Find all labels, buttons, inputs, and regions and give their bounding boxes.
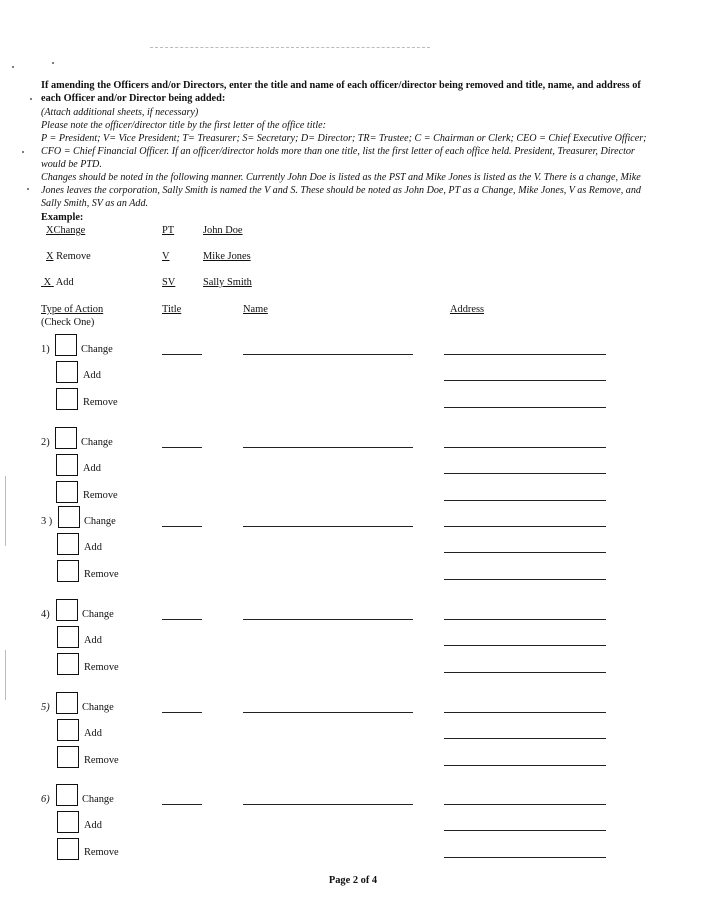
name-line[interactable] — [243, 526, 413, 527]
column-address: Address — [450, 304, 485, 315]
add-checkbox[interactable] — [57, 811, 79, 833]
entry-number: 6) — [41, 794, 50, 805]
remove-checkbox[interactable] — [57, 653, 79, 675]
address-line[interactable] — [444, 672, 606, 673]
address-line[interactable] — [444, 765, 606, 766]
title-line[interactable] — [162, 354, 202, 355]
title-key: P = President; V= Vice President; T= Treasurer; S= Secretary; D= Director; TR= Trustee; C = Chairman or Clerk; CEO = Chief Executive Officer; CFO = Chief Financial Officer. If an officer/director holds more than one title, list the first letter of each office held. President, Treasurer, Director would be PTD. — [41, 133, 647, 171]
example-row — [41, 277, 74, 288]
remove-label: Remove — [83, 397, 118, 408]
scan-speck — [22, 151, 24, 153]
address-line[interactable] — [444, 473, 606, 474]
change-label: Change — [84, 516, 116, 527]
change-label: Change — [82, 609, 114, 620]
example-row — [46, 225, 85, 236]
scan-speck — [52, 62, 54, 64]
address-line[interactable] — [444, 552, 606, 553]
instruction-heading: If amending the Officers and/or Directors, enter the title and name of each officer/director being removed and title, name, and address of each Officer and/or Director being added: — [41, 80, 641, 105]
remove-label: Remove — [84, 847, 119, 858]
add-label: Add — [84, 728, 102, 739]
address-line[interactable] — [444, 407, 606, 408]
remove-label: Remove — [84, 755, 119, 766]
remove-label: Remove — [84, 662, 119, 673]
scan-speck — [30, 98, 32, 100]
remove-checkbox[interactable] — [56, 481, 78, 503]
example-action: Remove — [56, 251, 91, 262]
column-check-one: (Check One) — [41, 317, 95, 328]
name-line[interactable] — [243, 804, 413, 805]
address-line[interactable] — [444, 380, 606, 381]
address-line[interactable] — [444, 857, 606, 858]
entry-number: 3 ) — [41, 516, 53, 527]
remove-checkbox[interactable] — [57, 746, 79, 768]
add-label: Add — [84, 542, 102, 553]
example-title: SV — [162, 277, 176, 288]
entry-number: 1) — [41, 344, 50, 355]
remove-checkbox[interactable] — [57, 560, 79, 582]
entry-number: 4) — [41, 609, 50, 620]
scan-artifact-line — [150, 47, 430, 48]
example-action: Change — [53, 225, 86, 236]
example-row — [46, 251, 91, 262]
entry-number: 2) — [41, 437, 50, 448]
change-checkbox[interactable] — [56, 784, 78, 806]
address-line[interactable] — [444, 804, 606, 805]
change-label: Change — [81, 344, 113, 355]
add-checkbox[interactable] — [56, 361, 78, 383]
column-name: Name — [243, 304, 268, 315]
name-line[interactable] — [243, 712, 413, 713]
column-title: Title — [162, 304, 182, 315]
manner-note: Changes should be noted in the following manner. Currently John Doe is listed as the PST and Mike Jones is listed as the V. There is a change, Mike Jones leaves the corporation, Sally Smith is named the V and S. These should be noted as John Doe, PT as a Change, Mike Jones, V as Remove, and Sally Smith, SV as an Add. — [41, 172, 641, 210]
add-label: Add — [84, 820, 102, 831]
add-checkbox[interactable] — [57, 626, 79, 648]
scan-edge-mark — [5, 476, 6, 546]
address-line[interactable] — [444, 830, 606, 831]
page-number: Page 2 of 4 — [328, 875, 378, 886]
example-mark: X — [46, 225, 54, 236]
attach-note: (Attach additional sheets, if necessary) — [41, 107, 199, 118]
change-label: Change — [81, 437, 113, 448]
address-line[interactable] — [444, 645, 606, 646]
add-label: Add — [83, 370, 101, 381]
change-checkbox[interactable] — [55, 334, 77, 356]
add-checkbox[interactable] — [57, 719, 79, 741]
add-checkbox[interactable] — [57, 533, 79, 555]
address-line[interactable] — [444, 712, 606, 713]
example-title: V — [162, 251, 170, 262]
address-line[interactable] — [444, 500, 606, 501]
title-line[interactable] — [162, 804, 202, 805]
example-action: Add — [55, 277, 74, 288]
scan-edge-mark — [5, 650, 6, 700]
example-title: PT — [162, 225, 175, 236]
name-line[interactable] — [243, 619, 413, 620]
change-checkbox[interactable] — [55, 427, 77, 449]
title-line[interactable] — [162, 619, 202, 620]
example-name: John Doe — [203, 225, 243, 236]
example-name: Sally Smith — [203, 277, 252, 288]
example-name: Mike Jones — [203, 251, 251, 262]
address-line[interactable] — [444, 619, 606, 620]
remove-checkbox[interactable] — [57, 838, 79, 860]
add-label: Add — [84, 635, 102, 646]
scan-speck — [27, 188, 29, 190]
name-line[interactable] — [243, 354, 413, 355]
change-label: Change — [82, 794, 114, 805]
column-type-of-action: Type of Action — [41, 304, 104, 315]
change-checkbox[interactable] — [56, 692, 78, 714]
change-checkbox[interactable] — [58, 506, 80, 528]
add-label: Add — [83, 463, 101, 474]
remove-label: Remove — [83, 490, 118, 501]
example-mark: X — [43, 277, 52, 288]
title-line[interactable] — [162, 712, 202, 713]
example-mark: X — [46, 251, 54, 262]
change-checkbox[interactable] — [56, 599, 78, 621]
name-line[interactable] — [243, 447, 413, 448]
remove-checkbox[interactable] — [56, 388, 78, 410]
address-line[interactable] — [444, 738, 606, 739]
change-label: Change — [82, 702, 114, 713]
address-line[interactable] — [444, 447, 606, 448]
title-line[interactable] — [162, 447, 202, 448]
entry-number: 5) — [41, 702, 50, 713]
scan-speck — [12, 66, 14, 68]
address-line[interactable] — [444, 354, 606, 355]
title-line[interactable] — [162, 526, 202, 527]
address-line[interactable] — [444, 579, 606, 580]
address-line[interactable] — [444, 526, 606, 527]
example-label: Example: — [41, 212, 84, 223]
title-note: Please note the officer/director title by the first letter of the office title: — [41, 120, 326, 131]
add-checkbox[interactable] — [56, 454, 78, 476]
remove-label: Remove — [84, 569, 119, 580]
